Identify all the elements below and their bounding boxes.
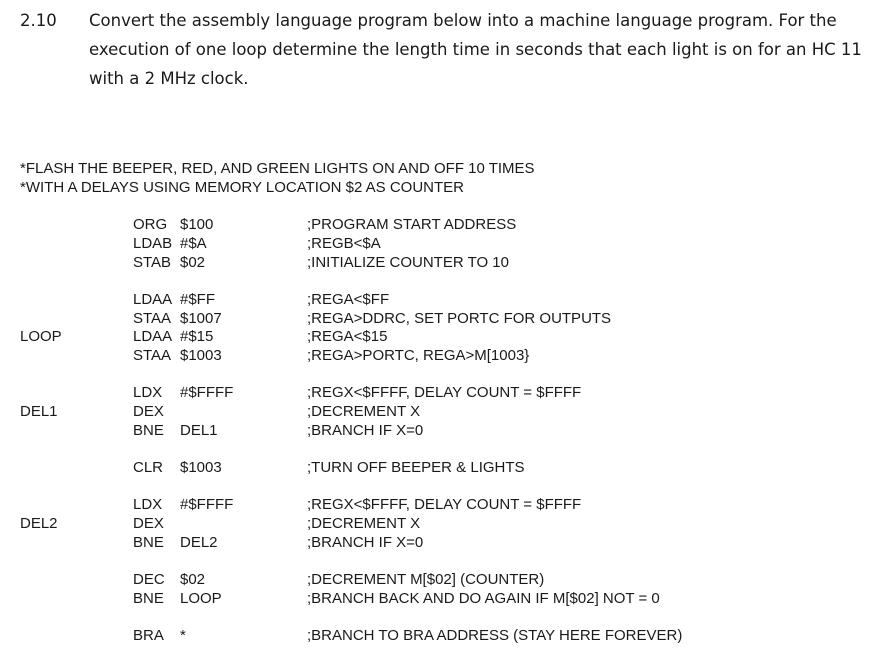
code-opcode: LDX <box>133 384 163 401</box>
code-comment: ;REGX<$FFFF, DELAY COUNT = $FFFF <box>307 384 582 401</box>
code-label: LOOP <box>20 328 62 345</box>
code-operand: #$15 <box>180 328 214 345</box>
code-comment: ;REGA<$15 <box>307 328 388 345</box>
code-label: DEL1 <box>20 403 58 420</box>
code-operand: $1003 <box>180 347 222 364</box>
code-comment: ;REGA>PORTC, REGA>M[1003} <box>307 347 530 364</box>
code-opcode: DEX <box>133 403 164 420</box>
code-operand: LOOP <box>180 590 222 607</box>
code-opcode: DEX <box>133 515 164 532</box>
code-opcode: LDAA <box>133 328 173 345</box>
code-opcode: LDX <box>133 496 163 513</box>
code-comment: ;BRANCH IF X=0 <box>307 534 424 551</box>
code-comment: ;TURN OFF BEEPER & LIGHTS <box>307 459 525 476</box>
code-line <box>0 215 888 234</box>
code-operand: #$FF <box>180 291 216 308</box>
code-line <box>0 514 888 533</box>
code-line <box>0 309 888 328</box>
code-line <box>0 421 888 440</box>
code-line <box>0 383 888 402</box>
code-opcode: STAA <box>133 310 172 327</box>
code-operand: $02 <box>180 254 206 271</box>
code-line <box>0 570 888 589</box>
code-operand: DEL2 <box>180 534 218 551</box>
code-line <box>0 495 888 514</box>
code-line <box>0 402 888 421</box>
question-number: 2.10 <box>20 11 57 30</box>
code-comment: ;REGA>DDRC, SET PORTC FOR OUTPUTS <box>307 310 612 327</box>
code-opcode: LDAB <box>133 235 173 252</box>
code-operand: $100 <box>180 216 214 233</box>
code-comment: ;BRANCH IF X=0 <box>307 422 424 439</box>
code-comment: ;BRANCH BACK AND DO AGAIN IF M[$02] NOT = 0 <box>307 590 660 607</box>
code-operand: * <box>180 627 186 644</box>
code-operand: #$FFFF <box>180 384 234 401</box>
code-comment: ;PROGRAM START ADDRESS <box>307 216 517 233</box>
code-comment: ;DECREMENT X <box>307 515 421 532</box>
header-comment: *FLASH THE BEEPER, RED, AND GREEN LIGHTS ON AND OFF 10 TIMES <box>20 160 535 177</box>
code-comment: ;DECREMENT M[$02] (COUNTER) <box>307 571 545 588</box>
code-line <box>0 458 888 477</box>
question-line: execution of one loop determine the length time in seconds that each light is on for an HC 11 <box>89 40 862 59</box>
code-opcode: BNE <box>133 534 164 551</box>
code-opcode: STAB <box>133 254 172 271</box>
code-line <box>0 533 888 552</box>
code-line <box>0 589 888 608</box>
code-line <box>0 253 888 272</box>
code-opcode: CLR <box>133 459 164 476</box>
code-opcode: BNE <box>133 422 164 439</box>
code-line <box>0 290 888 309</box>
code-operand: $1003 <box>180 459 222 476</box>
code-comment: ;INITIALIZE COUNTER TO 10 <box>307 254 509 271</box>
code-opcode: BRA <box>133 627 164 644</box>
code-opcode: DEC <box>133 571 165 588</box>
code-operand: DEL1 <box>180 422 218 439</box>
code-line <box>0 626 888 645</box>
code-label: DEL2 <box>20 515 58 532</box>
code-line <box>0 327 888 346</box>
question-line: with a 2 MHz clock. <box>89 69 249 88</box>
code-comment: ;REGB<$A <box>307 235 381 252</box>
code-comment: ;REGX<$FFFF, DELAY COUNT = $FFFF <box>307 496 582 513</box>
code-operand: #$A <box>180 235 207 252</box>
code-operand: $02 <box>180 571 206 588</box>
code-comment: ;REGA<$FF <box>307 291 390 308</box>
header-comment: *WITH A DELAYS USING MEMORY LOCATION $2 AS COUNTER <box>20 179 464 196</box>
code-opcode: STAA <box>133 347 172 364</box>
question-line: Convert the assembly language program below into a machine language program. For the <box>89 11 837 30</box>
code-operand: #$FFFF <box>180 496 234 513</box>
code-comment: ;BRANCH TO BRA ADDRESS (STAY HERE FOREVER) <box>307 627 683 644</box>
code-opcode: ORG <box>133 216 168 233</box>
code-opcode: LDAA <box>133 291 173 308</box>
code-operand: $1007 <box>180 310 222 327</box>
code-line <box>0 234 888 253</box>
code-opcode: BNE <box>133 590 164 607</box>
code-comment: ;DECREMENT X <box>307 403 421 420</box>
code-line <box>0 346 888 365</box>
